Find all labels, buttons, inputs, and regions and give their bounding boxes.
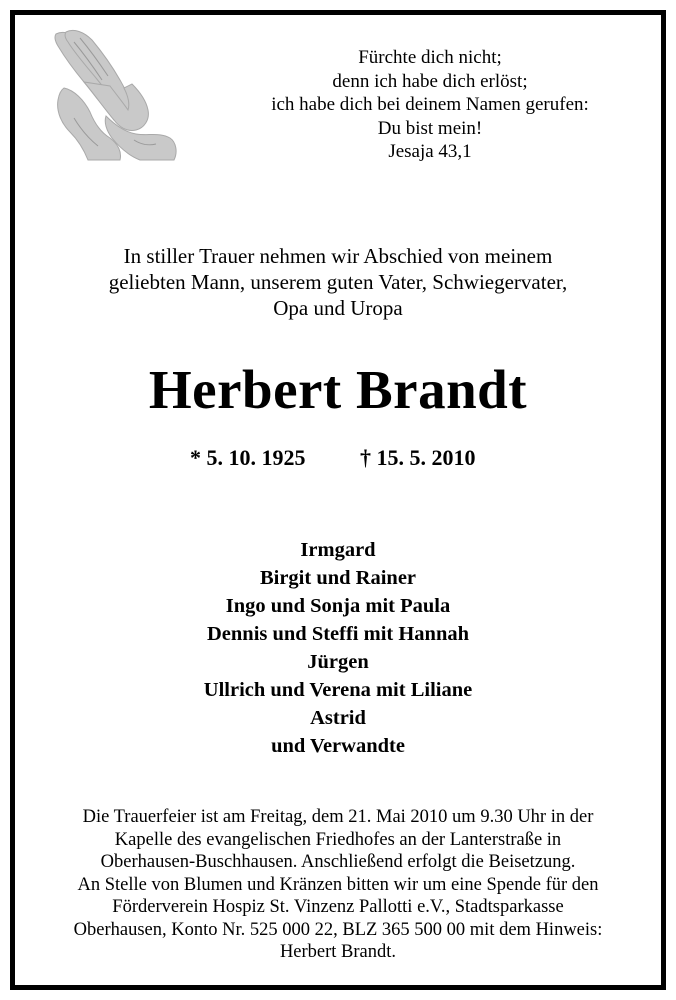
mourner-entry: Birgit und Rainer [259, 567, 417, 589]
mourner-entry: und Verwandte [271, 735, 405, 757]
deceased-name: Herbert Brandt [148, 359, 528, 420]
notice-line: Förderverein Hospiz St. Vinzenz Pallotti e.V., Stadtsparkasse [112, 897, 564, 917]
notice-line: Oberhausen-Buschhausen. Anschließend erfolgt die Beisetzung. [100, 852, 576, 872]
birth-date: * 5. 10. 1925 [190, 445, 306, 470]
death-date: † 15. 5. 2010 [360, 445, 476, 470]
notice-line: An Stelle von Blumen und Kränzen bitten wir um eine Spende für den [77, 874, 599, 895]
mourner-entry: Dennis und Steffi mit Hannah [206, 623, 469, 645]
notice-line: Kapelle des evangelischen Friedhofes an der Lanterstraße in [114, 829, 562, 850]
intro-line: In stiller Trauer nehmen wir Abschied von meinem [123, 244, 553, 268]
mourner-entry: Ingo und Sonja mit Paula [225, 595, 451, 617]
verse-line: Fürchte dich nicht; [358, 47, 502, 68]
intro-line: geliebten Mann, unserem guten Vater, Schwiegervater, [108, 270, 568, 294]
notice-line: Herbert Brandt. [279, 942, 397, 962]
mourner-entry: Astrid [310, 707, 366, 729]
notice-line: Oberhausen, Konto Nr. 525 000 22, BLZ 365 500 00 mit dem Hinweis: [73, 919, 603, 940]
mourning-intro [0, 243, 676, 321]
verse-line: Du bist mein! [377, 117, 483, 139]
mourner-entry: Irmgard [300, 539, 376, 561]
mourner-entry: Ullrich und Verena mit Liliane [203, 679, 473, 701]
mourners-list [0, 536, 676, 760]
verse-line: ich habe dich bei deinem Namen gerufen: [271, 94, 589, 115]
funeral-notice [0, 806, 676, 964]
verse-line: denn ich habe dich erlöst; [332, 70, 528, 92]
notice-line: Die Trauerfeier ist am Freitag, dem 21. Mai 2010 um 9.30 Uhr in der [82, 807, 594, 827]
bible-verse [240, 46, 620, 164]
verse-reference: Jesaja 43,1 [388, 141, 472, 162]
praying-hands-icon [44, 28, 178, 162]
intro-line: Opa und Uropa [273, 296, 403, 320]
mourner-entry: Jürgen [307, 651, 369, 673]
